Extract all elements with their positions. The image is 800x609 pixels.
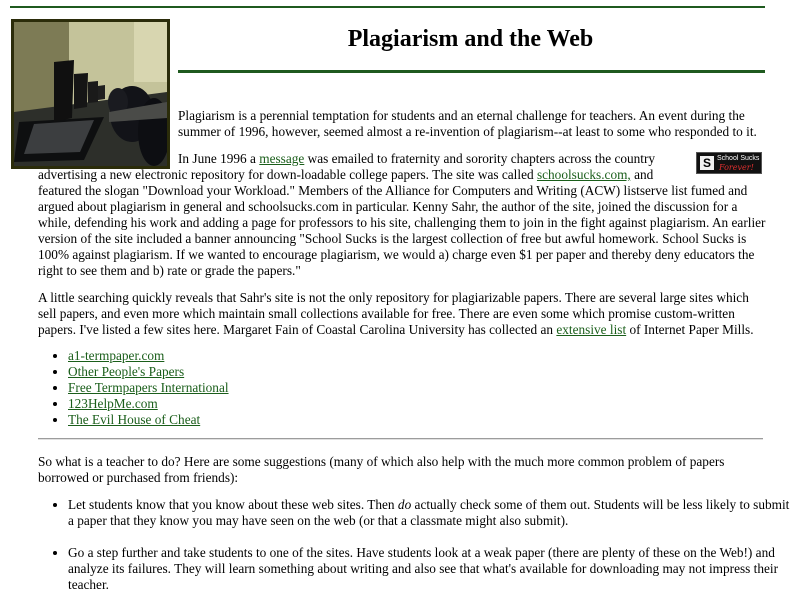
list-item: [68, 380, 229, 396]
top-rule: [10, 6, 765, 8]
history-text-mid: was emailed to fraternity and sorority chapters across the country advertising a new electronic repository for down-loadable college papers. The site was called: [38, 151, 656, 182]
tip-emphasis: do: [397, 497, 412, 512]
repositories-text-end: of Internet Paper Mills.: [626, 322, 754, 337]
laptops-photo: [14, 22, 167, 166]
school-sucks-banner: [696, 152, 762, 174]
site-link-evil-house-of-cheat[interactable]: The Evil House of Cheat: [68, 412, 201, 427]
message-link[interactable]: message: [259, 151, 305, 166]
list-item: [68, 412, 229, 428]
list-item: [68, 545, 793, 593]
list-item: [68, 396, 229, 412]
list-item: [68, 497, 793, 529]
site-link-other-peoples-papers[interactable]: Other People's Papers: [68, 364, 185, 379]
paper-mill-list: [38, 348, 229, 428]
repositories-text: A little searching quickly reveals that Sahr's site is not the only repository for plagiarizable papers. There are several large sites which sell papers, and even more which maintain small collections available for free. There are even some which promise custom-written papers. I've listed a few sites here. Margaret Fain of Coastal Carolina University has collected an: [38, 290, 749, 337]
title-rule: [178, 70, 765, 73]
history-paragraph: [38, 151, 766, 279]
site-link-free-termpapers[interactable]: Free Termpapers International: [68, 380, 229, 395]
site-link-a1-termpaper[interactable]: a1-termpaper.com: [68, 348, 165, 363]
tip-text: Go a step further and take students to one of the sites. Have students look at a weak paper (there are plenty of these on the Web!) and analyze its failures. They will learn something about writing and also see that what's available for downloading may not impress their teacher.: [68, 545, 779, 592]
intro-paragraph: Plagiarism is a perennial temptation for students and an eternal challenge for teachers. An event during the summer of 1996, however, seemed almost a re-invention of plagiarism--at least to some who responded to it.: [178, 108, 757, 139]
history-text-start: In June 1996 a: [178, 151, 260, 166]
tip-text: Let students know that you know about these web sites. Then: [68, 497, 398, 512]
site-link-123helpme[interactable]: 123HelpMe.com: [68, 396, 158, 411]
list-item: [68, 348, 229, 364]
repositories-paragraph: [38, 290, 764, 338]
banner-bottom-text: Forever!: [719, 163, 754, 172]
banner-top-text: School Sucks: [717, 155, 760, 162]
list-item: [68, 364, 229, 380]
suggestions-intro: So what is a teacher to do? Here are some suggestions (many of which also help with the much more common problem of papers borrowed or purchased from friends):: [38, 454, 725, 485]
section-divider: [38, 438, 763, 440]
extensive-list-link[interactable]: extensive list: [556, 322, 627, 337]
page-title: Plagiarism and the Web: [347, 26, 594, 52]
header-photo: [11, 19, 170, 169]
history-text-end: and featured the slogan "Download your Workload." Members of the Alliance for Computers and Writing (ACW) listserve list fumed and argued about plagiarism in general and schoolsucks.com in particular. Kenny Sahr, the author of the site, joined the discussion for a while, defending his work and adding a page for professors to his site, challenging them to join in the fight against plagiarism. An earlier version of the site included a banner announcing "School Sucks is the largest collection of free but awful homework. School Sucks is 100% against plagiarism. If we wanted to encourage plagiarism, we would a) charge even $1 per paper and thereby deny educators the right to see them and b) rate or grade the papers.": [38, 167, 766, 278]
tip-text-end: actually check some of them out. Students will be less likely to submit a paper that they know you may have seen on the web (or that a classmate might also submit).: [68, 497, 790, 528]
suggestions-list: [38, 497, 793, 609]
school-sucks-logo-icon: S: [700, 156, 714, 170]
schoolsucks-link[interactable]: schoolsucks.com,: [536, 167, 631, 182]
